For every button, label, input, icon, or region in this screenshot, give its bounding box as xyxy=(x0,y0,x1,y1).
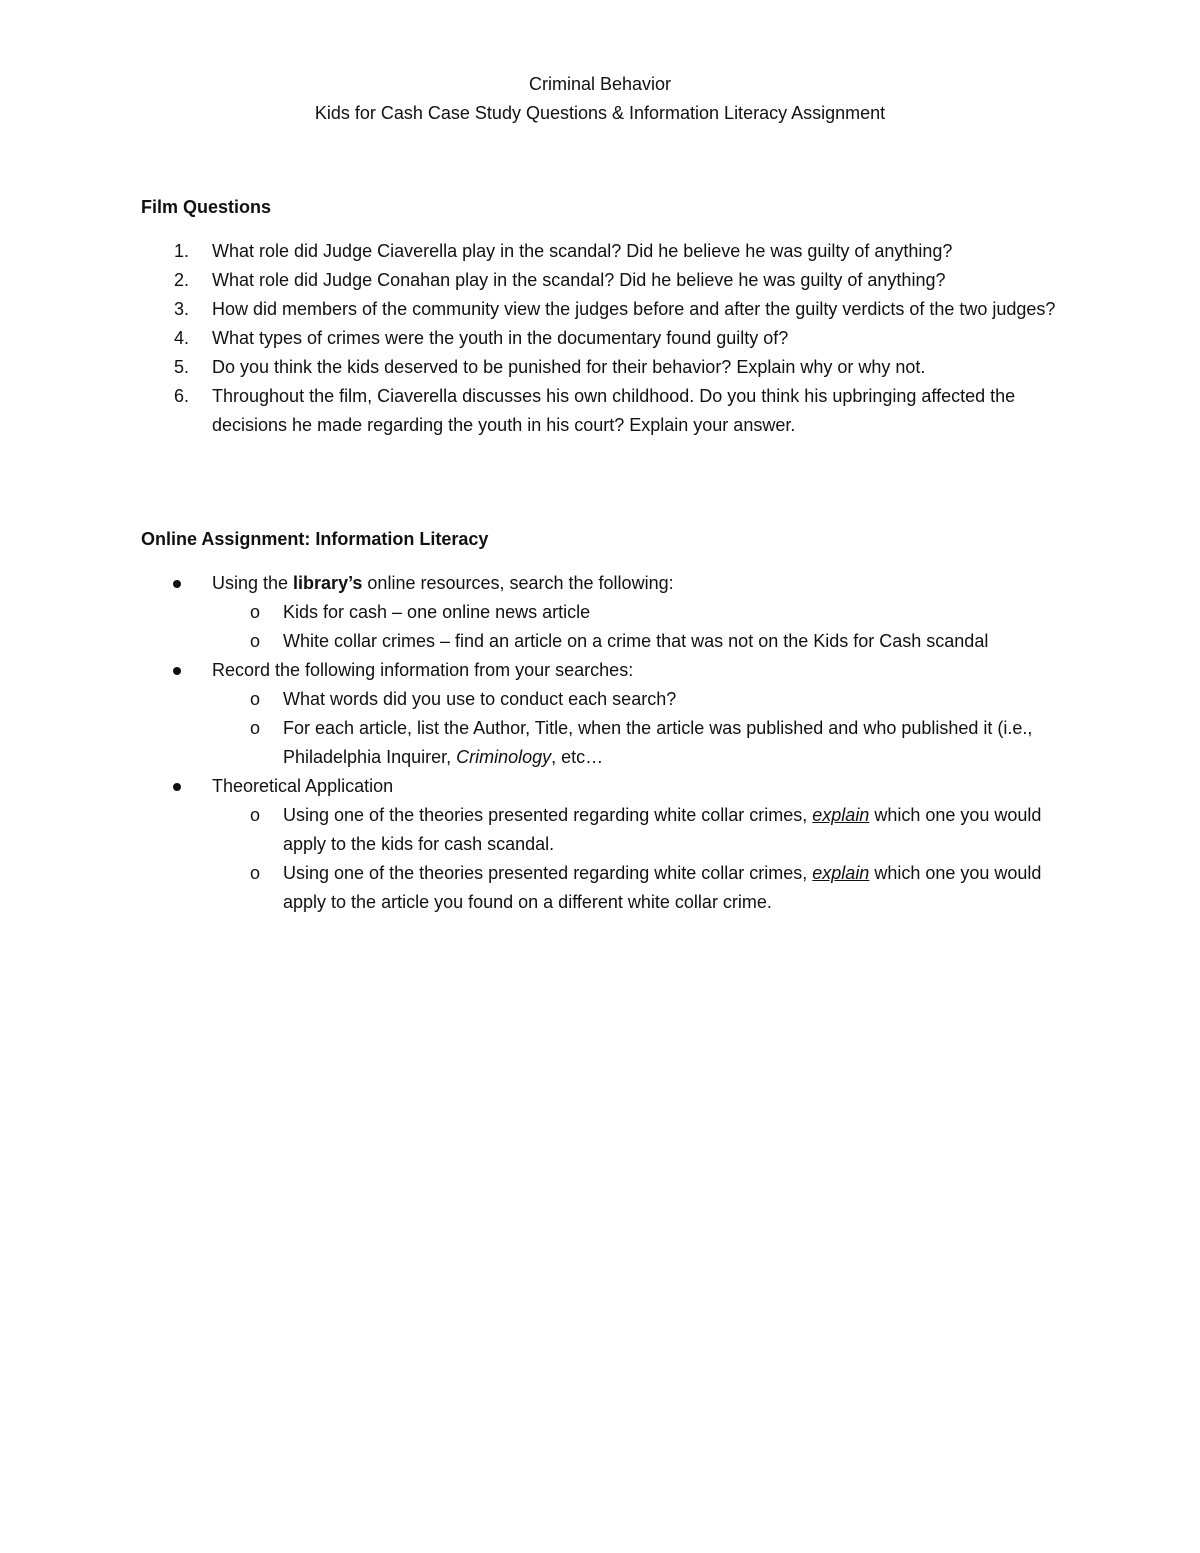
item-number: 6. xyxy=(174,386,190,406)
circle-bullet-icon: o xyxy=(250,631,261,651)
sub-list-item: o White collar crimes – find an article on a crime that was not on the Kids for Cash scandal xyxy=(212,627,1081,656)
sub-list-item: o Using one of the theories presented regarding white collar crimes, explain which one you would apply to the kids for cash scandal. xyxy=(212,801,1081,859)
explain-emphasis: explain xyxy=(812,805,870,825)
document-header xyxy=(0,70,1200,128)
sub-list-item: o What words did you use to conduct each search? xyxy=(212,685,1081,714)
circle-bullet-icon: o xyxy=(250,602,261,622)
list-item xyxy=(141,266,1061,295)
bullet-icon xyxy=(173,580,181,588)
sub-list xyxy=(212,598,1081,656)
circle-bullet-icon: o xyxy=(250,863,261,883)
sub-list-item: o For each article, list the Author, Title, when the article was published and who published it (i.e., Philadelphia Inquirer, Criminology, etc… xyxy=(212,714,1081,772)
item-number: 4. xyxy=(174,328,190,348)
sub-list-item: o Kids for cash – one online news article xyxy=(212,598,1081,627)
film-questions-list xyxy=(141,237,1061,440)
circle-bullet-icon: o xyxy=(250,805,261,825)
list-item xyxy=(141,382,1061,440)
item-number: 3. xyxy=(174,299,190,319)
online-assignment-list xyxy=(141,569,1081,917)
film-questions-heading: Film Questions xyxy=(141,197,272,217)
online-assignment-heading: Online Assignment: Information Literacy xyxy=(141,529,489,549)
item-text: How did members of the community view the judges before and after the guilty verdicts of the two judges? xyxy=(212,299,1056,319)
item-text: What role did Judge Conahan play in the scandal? Did he believe he was guilty of anything? xyxy=(212,270,946,290)
item-text: What types of crimes were the youth in the documentary found guilty of? xyxy=(212,328,789,348)
journal-name: Criminology xyxy=(456,747,552,767)
explain-emphasis: explain xyxy=(812,863,870,883)
document-title: Kids for Cash Case Study Questions & Information Literacy Assignment xyxy=(314,103,886,123)
item-number: 5. xyxy=(174,357,190,377)
item-number: 2. xyxy=(174,270,190,290)
bullet-icon xyxy=(173,667,181,675)
list-item xyxy=(141,237,1061,266)
list-item xyxy=(141,324,1061,353)
list-item xyxy=(141,353,1061,382)
list-item xyxy=(141,295,1061,324)
bullet-icon xyxy=(173,783,181,791)
item-text: Do you think the kids deserved to be punished for their behavior? Explain why or why not. xyxy=(212,357,926,377)
sub-list-item: o Using one of the theories presented regarding white collar crimes, explain which one you would apply to the article you found on a different white collar crime. xyxy=(212,859,1081,917)
circle-bullet-icon: o xyxy=(250,718,261,738)
item-number: 1. xyxy=(174,241,190,261)
sub-list xyxy=(212,801,1081,917)
course-title: Criminal Behavior xyxy=(528,74,672,94)
library-emphasis: library’s xyxy=(293,573,363,593)
item-text: What role did Judge Ciaverella play in the scandal? Did he believe he was guilty of anything? xyxy=(212,241,953,261)
sub-list xyxy=(212,685,1081,772)
circle-bullet-icon: o xyxy=(250,689,261,709)
list-item: Using the library’s online resources, search the following: o Kids for cash – one online news article o White collar crimes – find an article on a crime that was not on the Kids for Cash scandal xyxy=(141,569,1081,656)
item-text: Throughout the film, Ciaverella discusses his own childhood. Do you think his upbringing affected the decisions he made regarding the youth in his court? Explain your answer. xyxy=(212,386,1016,435)
list-item: Theoretical Application o Using one of the theories presented regarding white collar crimes, explain which one you would apply to the kids for cash scandal. o Using one of the theories presented regarding white collar crimes, explain which one you would apply to the article you found on a different white collar crime. xyxy=(141,772,1081,917)
list-item: Record the following information from your searches: o What words did you use to conduct each search? o For each article, list the Author, Title, when the article was published and who published it (i.e., Philadelphia Inquirer, Criminology, etc… xyxy=(141,656,1081,772)
